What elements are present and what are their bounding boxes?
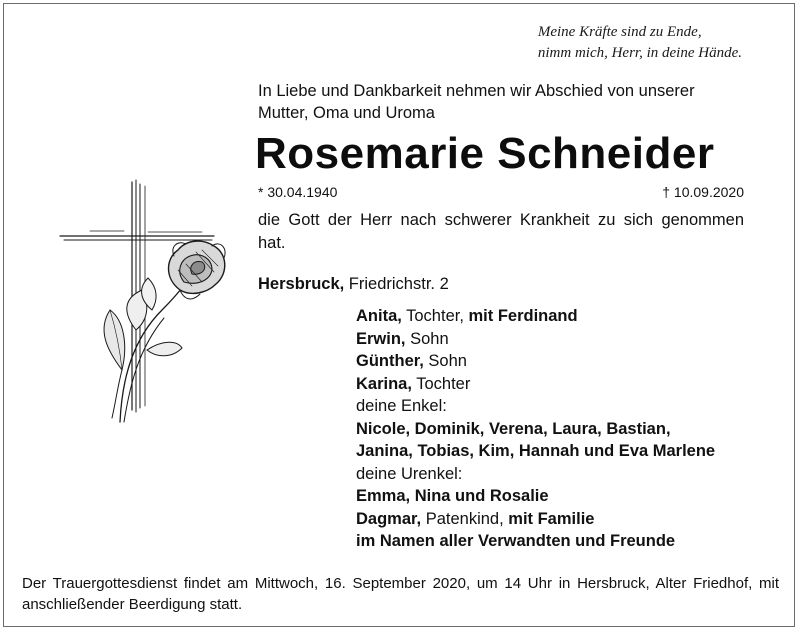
great-grandchildren-line — [356, 485, 776, 508]
address — [258, 273, 449, 295]
funeral-notice: Der Trauergottesdienst findet am Mittwoch, 16. September 2020, um 14 Uhr in Hersbruck, Alter Friedhof, mit anschließender Beerdigung statt. — [22, 575, 779, 613]
mourner-relation: Tochter — [411, 374, 471, 393]
godchild-relation: Patenkind, — [421, 509, 504, 528]
death-note: die Gott der Herr nach schwerer Krankheit zu sich genommen hat. — [258, 211, 744, 252]
verse-line-1: Meine Kräfte sind zu Ende, — [537, 24, 702, 40]
life-dates — [258, 183, 744, 201]
intro-text: In Liebe und Dankbarkeit nehmen wir Abschied von unserer Mutter, Oma und Uroma — [258, 82, 695, 122]
mourner-row — [356, 373, 776, 396]
grandchildren-names: Nicole, Dominik, Verena, Laura, Bastian, — [356, 419, 671, 438]
great-grandchildren-names: Emma, Nina und Rosalie — [356, 487, 549, 505]
mourner-row — [356, 328, 776, 351]
mourner-name: Karina, — [356, 374, 412, 393]
mourner-extra: mit Ferdinand — [468, 307, 578, 325]
mourner-name: Günther, — [356, 352, 424, 370]
closing-line — [356, 530, 776, 553]
mourner-relation: Tochter, — [401, 307, 469, 325]
mourner-name: Anita, — [356, 307, 402, 325]
grandchildren-names: Janina, Tobias, Kim, Hannah und Eva Marlene — [356, 442, 716, 460]
grandchildren-line-2 — [356, 440, 776, 463]
mourner-row — [356, 350, 776, 373]
godchild-row — [356, 508, 776, 531]
great-grandchildren-label: deine Urenkel: — [356, 464, 463, 483]
mourner-relation: Sohn — [405, 329, 449, 348]
verse — [538, 22, 742, 64]
closing-text: im Namen aller Verwandten und Freunde — [356, 532, 676, 550]
deceased-name: Rosemarie Schneider — [255, 129, 715, 178]
mourner-row — [356, 305, 776, 328]
godchild-name: Dagmar, — [356, 509, 422, 528]
mourner-relation: Sohn — [423, 352, 467, 370]
grandchildren-label: deine Enkel: — [356, 397, 447, 415]
godchild-extra: mit Familie — [503, 509, 595, 528]
mourner-name: Erwin, — [356, 329, 406, 348]
cross-rose-icon — [52, 160, 252, 430]
verse-line-2: nimm mich, Herr, in deine Hände. — [537, 45, 742, 61]
address-city: Hersbruck, — [258, 275, 345, 293]
death-date: † 10.09.2020 — [662, 184, 744, 200]
address-street: Friedrichstr. 2 — [344, 275, 449, 293]
mourners-list — [356, 305, 776, 553]
birth-date: * 30.04.1940 — [258, 184, 338, 200]
grandchildren-line-1 — [356, 418, 776, 441]
